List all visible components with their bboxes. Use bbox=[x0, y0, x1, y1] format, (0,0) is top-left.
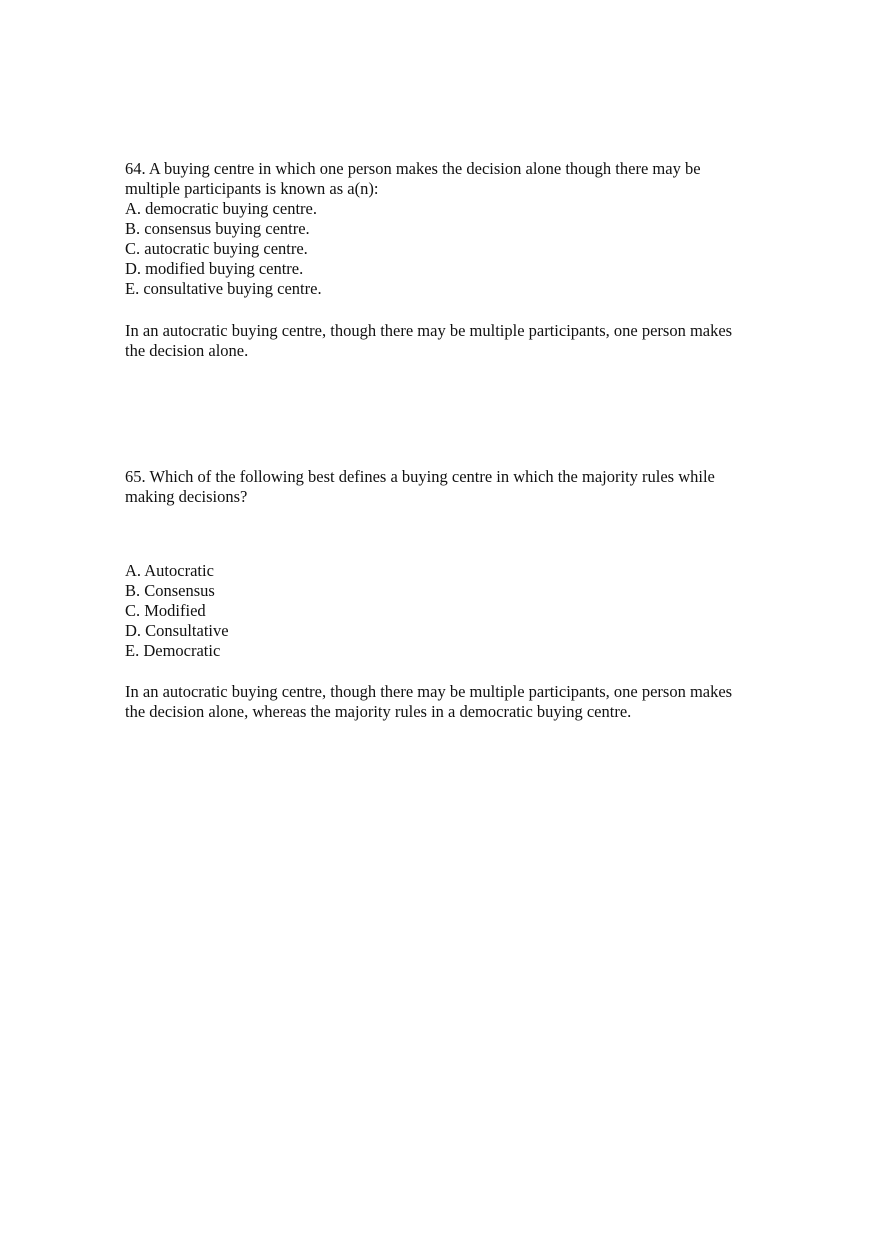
answer-option-c: C. autocratic buying centre. bbox=[125, 239, 308, 258]
options-65 bbox=[125, 561, 775, 661]
answer-option-a: A. democratic buying centre. bbox=[125, 199, 317, 218]
question-stem-line: making decisions? bbox=[125, 487, 248, 506]
answer-option-c: C. Modified bbox=[125, 601, 206, 620]
answer-option-e: E. Democratic bbox=[125, 641, 221, 660]
question-65 bbox=[125, 467, 775, 507]
explanation-64 bbox=[125, 321, 775, 361]
question-64 bbox=[125, 159, 775, 299]
answer-option-d: D. modified buying centre. bbox=[125, 259, 304, 278]
answer-option-b: B. Consensus bbox=[125, 581, 215, 600]
explanation-line: the decision alone, whereas the majority rules in a democratic buying centre. bbox=[125, 702, 632, 721]
explanation-65 bbox=[125, 682, 775, 722]
question-stem-line: 65. Which of the following best defines a buying centre in which the majority rules while bbox=[125, 467, 715, 486]
explanation-line: the decision alone. bbox=[125, 341, 249, 360]
answer-option-d: D. Consultative bbox=[125, 621, 229, 640]
answer-option-a: A. Autocratic bbox=[125, 561, 214, 580]
explanation-line: In an autocratic buying centre, though there may be multiple participants, one person makes bbox=[125, 321, 733, 340]
question-stem-line: multiple participants is known as a(n): bbox=[125, 179, 379, 198]
answer-option-e: E. consultative buying centre. bbox=[125, 279, 322, 298]
answer-option-b: B. consensus buying centre. bbox=[125, 219, 310, 238]
question-stem-line: 64. A buying centre in which one person makes the decision alone though there may be bbox=[125, 159, 701, 178]
explanation-line: In an autocratic buying centre, though there may be multiple participants, one person makes bbox=[125, 682, 733, 701]
